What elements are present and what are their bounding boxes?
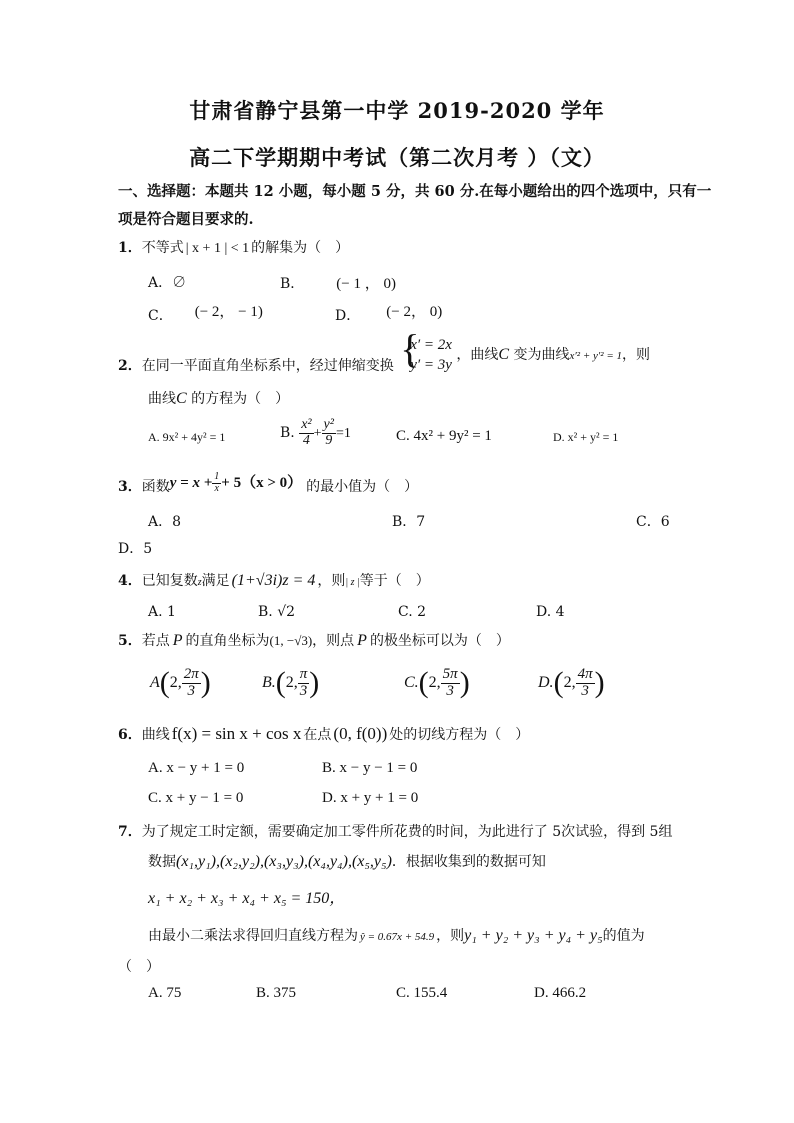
numerator: 4π [577,665,593,682]
question-1-option-a[interactable] [148,272,186,292]
transformation-system: { x′ = 2x y′ = 3y [400,326,452,373]
question-5-option-c[interactable]: C.(2, $\frac{5\pi}{3}$ ) [404,665,470,699]
question-6-option-c[interactable]: C. x + y − 1 = 0 [148,790,244,806]
section-heading: 一、选择题：本题共 12 小题，每小题 5 分，共 60 分.在每小题给出的四个选项中，只有一 [118,183,712,200]
question-3-option-a[interactable]: A．8 [148,514,182,530]
point-p: P [357,632,367,649]
stem-text: ．根据收集到的数据可知 [391,854,546,870]
point-p: P [172,632,183,649]
regression-equation: ŷ = 0.67x + 54.9 [360,931,435,943]
inequality: | x + 1 | < 1 [185,241,250,256]
stem-text: 在点 [303,727,332,743]
curve-equation: x′² + y′² = 1 [569,350,623,362]
question-7-option-d[interactable]: D. 466.2 [534,985,587,1001]
stem-text: 处的切线方程为（ ） [389,727,530,743]
question-5-stem [118,630,510,650]
denominator: 3 [299,682,308,699]
question-number: 7． [118,824,142,840]
section-heading-cont: 项是符合题目要求的. [118,211,254,228]
stem-text: 不等式 [141,240,184,256]
denominator: 9 [325,432,333,448]
option-label: B． [280,276,305,292]
question-1-option-c[interactable] [148,304,263,325]
question-4-option-a[interactable]: A. 1 [148,604,176,620]
stem-text: 的极坐标可以为（ ） [369,633,510,649]
stem-text: ，则 [436,928,465,944]
question-4-stem [118,570,430,590]
option-value: (− 2， − 1) [194,304,263,320]
polar-radius: 2, [428,674,441,691]
question-3-option-b[interactable]: B．7 [392,514,426,530]
stem-text: 变为曲线 [509,347,570,363]
option-label: B. [262,674,276,691]
question-6-option-b[interactable]: B. x − y − 1 = 0 [322,760,418,776]
question-5-option-b[interactable]: B.(2, $\frac{\pi}{3}$ ) [262,665,320,699]
stem-text: ，则 [317,573,346,589]
fraction [299,418,313,448]
option-label: C． [148,308,173,324]
stem-text: 的最小值为（ ） [306,479,419,495]
numerator: 2π [183,665,199,682]
question-2-option-d[interactable]: D. x² + y² = 1 [553,430,619,444]
fraction [441,667,460,700]
question-number: 6． [118,727,142,743]
question-7-answer-paren: （ ） [118,959,160,975]
data-pairs: (x₁,y₁),(x₂,y₂),(x₃,y₃),(x₄,y₄),(x₅,y₅) [176,853,392,870]
complex-equation: (1+√3i)z = 4 [231,572,316,589]
fraction [576,667,595,700]
stem-text: ，则 [622,347,651,363]
numerator: y² [323,417,334,432]
equation-tail: =1 [335,426,351,442]
variable-z: z [197,577,202,588]
question-number: 4． [118,573,142,589]
question-6-option-a[interactable]: A. x − y + 1 = 0 [148,760,245,776]
denominator: 3 [446,682,454,699]
question-number: 1． [118,240,142,256]
denominator: 3 [581,682,589,699]
stem-text: 等于（ ） [359,573,430,589]
question-7-sum-x: x₁ + x₂ + x₃ + x₄ + x₅ = 150， [148,890,346,907]
fraction [212,472,221,494]
numerator: π [299,665,308,682]
option-value: ∅ [172,275,187,291]
function-expression: f(x) = sin x + cos x [171,724,302,743]
option-label: D. [538,674,554,691]
stem-text: 若点 [141,633,170,649]
question-3-option-d[interactable]: D．5 [118,541,153,557]
option-label: C. [404,674,419,691]
stem-text: 为了规定工时定额，需要确定加工零件所花费的时间，为此进行了 5次试验，得到 5组 [141,824,673,840]
question-2-stem [118,326,651,379]
question-1-stem [118,237,349,257]
curve-symbol: C [498,346,510,363]
numerator: 5π [442,665,458,682]
question-2-option-c[interactable]: C. 4x² + 9y² = 1 [396,428,492,444]
fraction [298,667,310,700]
question-6-option-d[interactable]: D. x + y + 1 = 0 [322,790,419,806]
stem-text: 已知复数 [141,573,198,589]
system-row: y′ = 3y [410,357,452,373]
denominator: 3 [187,682,196,699]
question-number: 3． [118,479,142,495]
stem-text: 的解集为（ ） [251,240,350,256]
curve-symbol: C [176,390,187,407]
question-5-option-d[interactable]: D.(2, $\frac{4\pi}{3}$ ) [538,665,605,699]
option-label: B. [280,425,295,442]
stem-text: 数据 [148,854,176,870]
question-2-option-b[interactable]: B. $\frac{\text{x²}}{4}$ + $\frac{\text{y²}}{9}$ =1 [280,417,351,448]
stem-text: 的方程为（ ） [186,391,290,407]
numerator: 1 [214,471,220,482]
exam-title-line2: 高二下学期期中考试（第二次月考 ）（文） [189,145,605,170]
option-value: (− 2， 0) [386,304,443,320]
polar-radius: 2, [169,674,182,691]
stem-text: 满足 [201,573,230,589]
stem-text: ，则点 [312,633,355,649]
polar-radius: 2, [285,674,298,691]
question-7-stem-line2 [148,851,546,871]
question-number: 5． [118,633,142,649]
stem-text: 曲线 [148,391,176,407]
option-label: A [150,674,160,691]
question-4-option-d[interactable]: D. 4 [536,604,565,620]
question-2-stem-cont [148,388,289,408]
question-2-option-a[interactable]: A. 9x² + 4y² = 1 [148,430,226,444]
question-5-option-a[interactable]: A(2, $\frac{2\pi}{3}$ ) [150,665,211,699]
question-number: 2． [118,358,142,374]
question-3-option-c[interactable]: C．6 [636,514,670,530]
rectangular-coordinate: (1, −√3) [269,633,313,648]
question-7-stem-line4 [148,925,645,945]
system-row: x′ = 2x [410,337,452,353]
stem-text: 在同一平面直角坐标系中，经过伸缩变换 [141,358,394,374]
function-expression: + 5（x > 0） [221,475,303,491]
question-4-option-b[interactable]: B. √2 [258,604,296,620]
option-value: (− 1 ， 0) [336,276,396,292]
exam-title-line1: 甘肃省静宁县第一中学 2019-2020 学年 [189,98,605,123]
question-7-option-b[interactable]: B. 375 [256,985,297,1001]
denominator: x [214,482,219,494]
question-6-stem [118,724,529,744]
stem-text: 的值为 [602,928,645,944]
fraction [322,418,336,448]
denominator: 4 [302,432,310,448]
stem-text: 函数 [141,479,170,495]
tangent-point: (0, f(0)) [333,724,388,743]
stem-text: 曲线 [141,727,170,743]
option-label: A． [148,275,173,291]
sum-y: y₁ + y₂ + y₃ + y₄ + y₅ [464,927,603,944]
polar-radius: 2, [563,674,576,691]
question-3-stem [118,471,419,505]
function-expression: y = x + [169,475,213,491]
option-label: D． [335,308,361,324]
stem-text: 由最小二乘法求得回归直线方程为 [148,928,358,944]
question-7-option-a[interactable]: A. 75 [148,985,182,1001]
question-7-stem [118,821,672,841]
question-1-option-b[interactable] [280,272,396,293]
stem-text: ，曲线 [456,347,499,363]
question-7-option-c[interactable]: C. 155.4 [396,985,448,1001]
question-1-option-d[interactable] [335,304,442,325]
fraction [182,667,201,700]
question-4-option-c[interactable]: C. 2 [398,604,427,620]
stem-text: 的直角坐标为 [185,633,270,649]
numerator: x² [301,417,312,432]
modulus: | z | [345,577,360,588]
